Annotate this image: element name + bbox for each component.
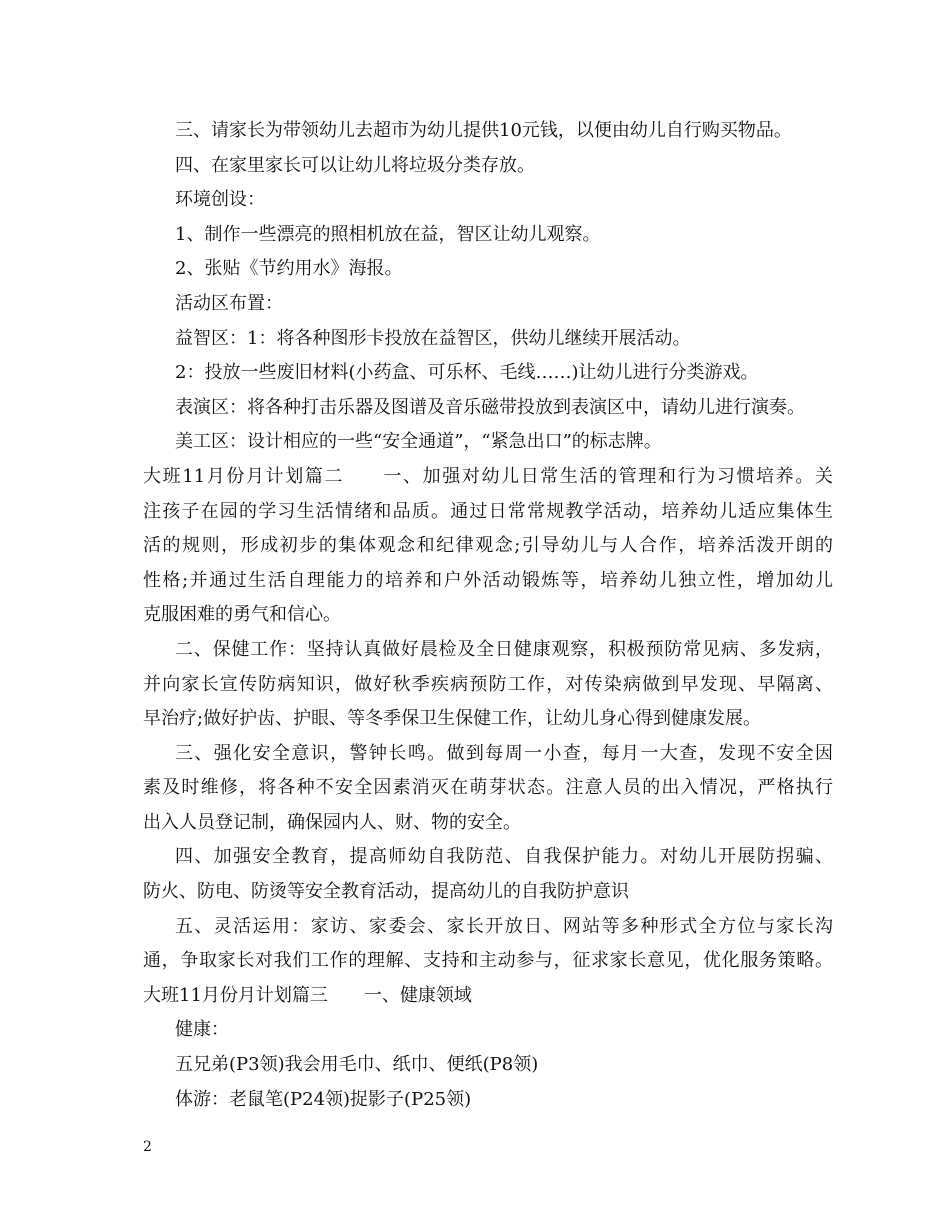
paragraph-line: 益智区：1：将各种图形卡投放在益智区，供幼儿继续开展活动。: [175, 327, 691, 349]
paragraph-line: 2、张贴《节约用水》海报。: [175, 258, 403, 280]
paragraph-line: 通，争取家长对我们工作的理解、支持和主动参与，征求家长意见，优化服务策略。: [143, 950, 833, 972]
paragraph-line: 美工区：设计相应的一些“安全通道”，“紧急出口”的标志牌。: [175, 431, 662, 453]
paragraph-line: 大班11月份月计划篇二 一、加强对幼儿日常生活的管理和行为习惯培养。关: [143, 465, 833, 487]
paragraph-line: 1、制作一些漂亮的照相机放在益，智区让幼儿观察。: [175, 223, 601, 245]
paragraph-line: 活的规则，形成初步的集体观念和纪律观念;引导幼儿与人合作，培养活泼开朗的: [143, 535, 833, 557]
paragraph-line: 三、强化安全意识，警钟长鸣。做到每周一小查，每月一大查，发现不安全因: [175, 742, 833, 764]
paragraph-line: 并向家长宣传防病知识，做好秋季疾病预防工作，对传染病做到早发现、早隔离、: [143, 673, 833, 695]
section-heading: 大班11月份月计划篇三 一、健康领域: [143, 984, 472, 1006]
paragraph-line: 二、保健工作：坚持认真做好晨检及全日健康观察，积极预防常见病、多发病，: [175, 638, 833, 660]
paragraph-line: 五兄弟(P3领)我会用毛巾、纸巾、便纸(P8领): [175, 1054, 539, 1076]
paragraph-line: 表演区：将各种打击乐器及图谱及音乐磁带投放到表演区中，请幼儿进行演奏。: [175, 396, 805, 418]
paragraph-line: 素及时维修，将各种不安全因素消灭在萌芽状态。注意人员的出入情况，严格执行: [143, 777, 833, 799]
paragraph-line: 四、加强安全教育，提高师幼自我防范、自我保护能力。对幼儿开展防拐骗、: [175, 846, 833, 868]
paragraph-line: 体游：老鼠笔(P24领)捉影子(P25领): [175, 1088, 472, 1110]
paragraph-line: 三、请家长为带领幼儿去超市为幼儿提供10元钱，以便由幼儿自行购买物品。: [175, 120, 792, 141]
page-number: 2: [143, 1139, 152, 1155]
paragraph-line: 防火、防电、防烫等安全教育活动，提高幼儿的自我防护意识: [143, 881, 629, 903]
section-heading: 活动区布置：: [175, 292, 283, 314]
paragraph-line: 性格;并通过生活自理能力的培养和户外活动锻炼等，培养幼儿独立性，增加幼儿: [143, 569, 833, 591]
paragraph-line: 五、灵活运用：家访、家委会、家长开放日、网站等多种形式全方位与家长沟: [175, 915, 833, 937]
paragraph-line: 早治疗;做好护齿、护眼、等冬季保卫生保健工作，让幼儿身心得到健康发展。: [143, 708, 762, 730]
paragraph-line: 注孩子在园的学习生活情绪和品质。通过日常常规教学活动，培养幼儿适应集体生: [143, 500, 833, 522]
section-heading: 健康：: [175, 1019, 229, 1041]
paragraph-line: 出入人员登记制，确保园内人、财、物的安全。: [143, 811, 521, 833]
paragraph-line: 四、在家里家长可以让幼儿将垃圾分类存放。: [175, 154, 535, 176]
paragraph-line: 2：投放一些废旧材料(小药盒、可乐杯、毛线……)让幼儿进行分类游戏。: [175, 362, 759, 384]
section-heading: 环境创设：: [175, 189, 265, 211]
document-body: [143, 114, 833, 1117]
paragraph-line: 克服困难的勇气和信心。: [143, 604, 341, 626]
